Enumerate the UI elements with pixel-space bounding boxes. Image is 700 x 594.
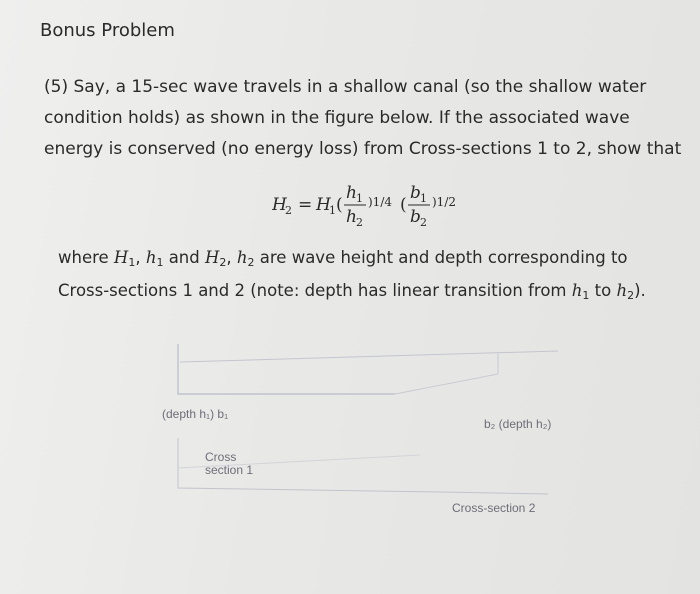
sub-h2: 2 (247, 256, 255, 269)
formula-rhs-sub: 1 (329, 204, 336, 217)
sub-h2-b: 2 (627, 289, 635, 302)
page-title: Bonus Problem (40, 20, 175, 41)
formula-exp-half: )1/2 (432, 195, 456, 209)
formula-b-den-sub: 2 (420, 216, 427, 229)
sym-h1: h (145, 248, 157, 267)
sub-h1: 1 (156, 256, 164, 269)
variable-definitions: where $H_1$, $h_1$ and $H_2$, $h_2$ are wave height and depth corresponding to Cross-sections 1 and 2 (note: depth has linear transition from $h_1$ to $h_2$). (58, 248, 646, 302)
sym-H2: H (205, 248, 220, 267)
where-text-6: ). (634, 281, 646, 300)
formula-paren-open-2: ( (400, 195, 407, 215)
where-text-2: and (163, 248, 205, 267)
where-text-5: to (589, 281, 617, 300)
sym-h2: h (236, 248, 248, 267)
where-text-4: Cross-sections 1 and 2 (note: depth has linear transition from (58, 281, 572, 300)
formula-rhs: H (316, 195, 331, 215)
cross-section-1-line2: section 1 (205, 463, 254, 477)
canal-left-wall (178, 344, 395, 394)
formula-lhs-sub: 2 (285, 204, 292, 217)
canal-transition-edge (395, 374, 498, 394)
sub-h1-b: 1 (582, 289, 590, 302)
formula-h-num-sub: 1 (356, 192, 363, 205)
formula-exp-quarter: )1/4 (368, 195, 392, 209)
canal-top-edge (180, 351, 558, 362)
formula-b-den: b (410, 207, 421, 227)
formula-h-num: h (346, 183, 357, 203)
sub-H2: 2 (219, 256, 227, 269)
sym-h2-b: h (616, 281, 628, 300)
where-text-3: are wave height and depth corresponding to (254, 248, 628, 267)
right-depth-label: b₂ (depth h₂) (484, 417, 552, 431)
sym-h1-b: h (571, 281, 583, 300)
where-text-1: where (58, 248, 114, 267)
energy-formula (272, 178, 512, 234)
problem-text: Say, a 15-sec wave travels in a shallow canal (so the shallow water condition holds) as shown in the figure below. If the associated wave energy is conserved (no energy loss) from Cross-sections 1 to 2, show that (44, 77, 682, 159)
formula-lhs: H (272, 195, 287, 215)
formula-b-num: b (410, 183, 421, 203)
sym-H1: H (113, 248, 129, 267)
formula-h-den-sub: 2 (356, 216, 363, 229)
cross-section-2-label: Cross-section 2 (452, 501, 536, 515)
left-depth-label: (depth h₁) b₁ (162, 407, 229, 421)
cross-section-1-line1: Cross (205, 450, 237, 464)
problem-statement (44, 72, 684, 165)
formula-equals: = (298, 195, 313, 215)
canal-diagram (0, 330, 700, 594)
formula-b-num-sub: 1 (420, 192, 427, 205)
formula-paren-open: ( (336, 195, 343, 215)
formula-h-den: h (346, 207, 357, 227)
problem-number: (5) (44, 77, 69, 97)
sub-H1: 1 (128, 256, 136, 269)
